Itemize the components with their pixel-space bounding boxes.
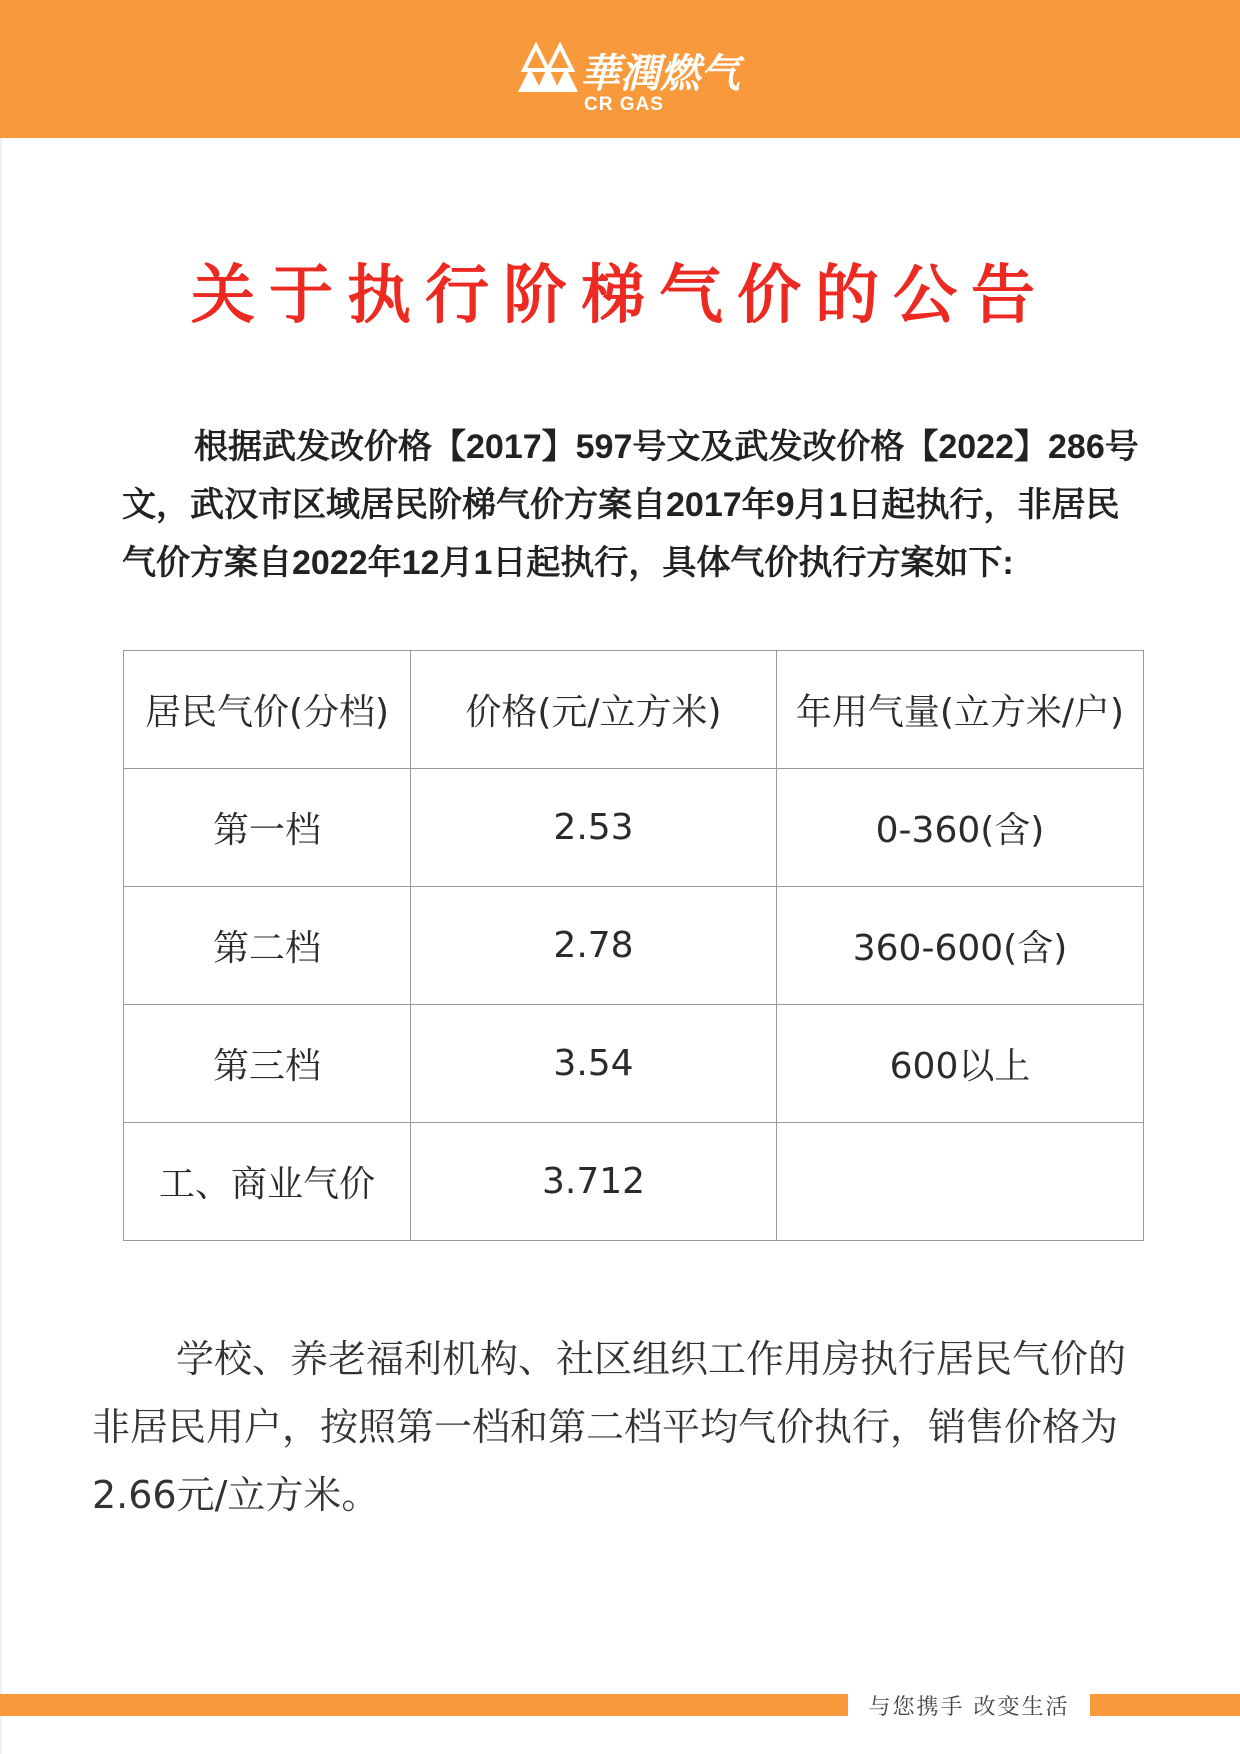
header-banner — [0, 0, 1240, 138]
table-row — [124, 1005, 1144, 1123]
price-cell: 3.712 — [411, 1123, 777, 1241]
table-header-row — [124, 651, 1144, 769]
tier-cell: 第一档 — [124, 769, 411, 887]
tier-cell: 第二档 — [124, 887, 411, 1005]
note-paragraph: 学校、养老福利机构、社区组织工作用房执行居民气价的非居民用户，按照第一档和第二档平均气价执行，销售价格为2.66元/立方米。 — [92, 1337, 1127, 1517]
table-row — [124, 769, 1144, 887]
intro-paragraph: 根据武发改价格【2017】597号文及武发改价格【2022】286号文，武汉市区域居民阶梯气价方案自2017年9月1日起执行，非居民气价方案自2022年12月1日起执行，具体气价执行方案如下: — [122, 428, 1139, 582]
table-row — [124, 887, 1144, 1005]
table-row — [124, 1123, 1144, 1241]
price-cell: 2.78 — [411, 887, 777, 1005]
price-cell: 3.54 — [411, 1005, 777, 1123]
cr-gas-mountain-icon — [518, 40, 578, 92]
footer-bar-left — [0, 1694, 848, 1716]
header-cell-tier: 居民气价(分档) — [124, 651, 411, 769]
gas-price-table — [123, 650, 1144, 1241]
price-cell: 2.53 — [411, 769, 777, 887]
footer-bar-right — [1090, 1694, 1240, 1716]
brand-logo — [518, 24, 740, 124]
footer-slogan: 与您携手 改变生活 — [868, 1695, 1070, 1720]
volume-cell: 360-600(含) — [777, 887, 1144, 1005]
brand-name-cn: 華潤燃气 — [580, 50, 740, 97]
tier-cell: 工、商业气价 — [124, 1123, 411, 1241]
tier-cell: 第三档 — [124, 1005, 411, 1123]
volume-cell — [777, 1123, 1144, 1241]
header-cell-price: 价格(元/立方米) — [411, 651, 777, 769]
volume-cell: 600以上 — [777, 1005, 1144, 1123]
brand-name-en: CR GAS — [584, 94, 664, 115]
page-title: 关于执行阶梯气价的公告 — [191, 259, 1049, 333]
header-cell-volume: 年用气量(立方米/户) — [777, 651, 1144, 769]
volume-cell: 0-360(含) — [777, 769, 1144, 887]
